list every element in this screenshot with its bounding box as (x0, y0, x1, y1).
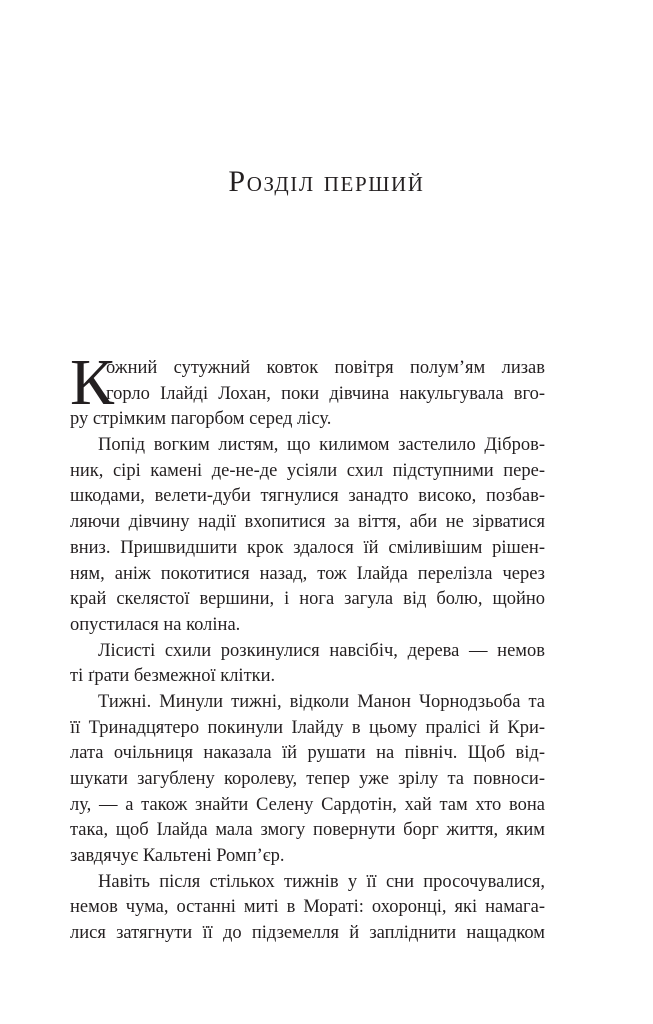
text-line: немов чума, останні миті в Мораті: охоронці, які намага- (70, 897, 545, 918)
text-line: Лісисті схили розкинулися навсібіч, дерева — немов (98, 640, 545, 661)
text-line: ляючи дівчину надії вхопитися за віття, аби не зірватися (70, 512, 545, 533)
text-line: завдячує Кальтені Ромп’єр. (70, 846, 285, 867)
text-line: край скелястої вершини, і нога загула від болю, щойно (70, 589, 545, 610)
text-line: її Тринадцятеро покинули Ілайду в цьому пралісі й Кри- (70, 717, 545, 738)
text-line: лу, — а також знайти Селену Сардотін, хай там хто вона (70, 794, 545, 815)
text-line: шукати загублену королеву, тепер уже зрілу та повноси- (70, 769, 545, 789)
text-line: вниз. Пришвидшити крок здалося їй сміливішим рішен- (70, 537, 545, 558)
text-line: опустилася на коліна. (70, 614, 241, 635)
text-line: Тижні. Минули тижні, відколи Манон Чорнодзьоба та (98, 691, 545, 712)
text-line: ник, сірі камені де-не-де усіяли схил підступними пере- (70, 460, 545, 481)
text-line: Попід вогким листям, що килимом застелило Дібров- (98, 435, 545, 456)
text-line: горло Ілайді Лохан, поки дівчина накульгувала вго- (106, 383, 545, 404)
body-text (70, 346, 545, 947)
drop-cap: К (70, 346, 115, 419)
chapter-title-rest: озділ перший (246, 165, 425, 198)
chapter-title-initial: Р (228, 165, 247, 198)
text-line: Навіть після стількох тижнів у її сни просочувалися, (98, 871, 545, 892)
text-line: ожний сутужний ковток повітря полум’ям лизав (106, 358, 545, 378)
text-line: така, щоб Ілайда мала змогу повернути борг життя, яким (70, 820, 545, 841)
chapter-title (0, 164, 653, 200)
text-line: лата очільниця наказала їй рушати на північ. Щоб від- (70, 743, 545, 764)
text-line: лися затягнути її до підземелля й запліднити нащадком (70, 923, 545, 944)
text-line: ті ґрати безмежної клітки. (70, 666, 276, 687)
text-line: ру стрімким пагорбом серед лісу. (70, 409, 332, 430)
text-line: ням, аніж покотитися назад, тож Ілайда перелізла через (70, 563, 545, 584)
text-line: шкодами, велети-дуби тягнулися занадто високо, позбав- (70, 486, 545, 507)
